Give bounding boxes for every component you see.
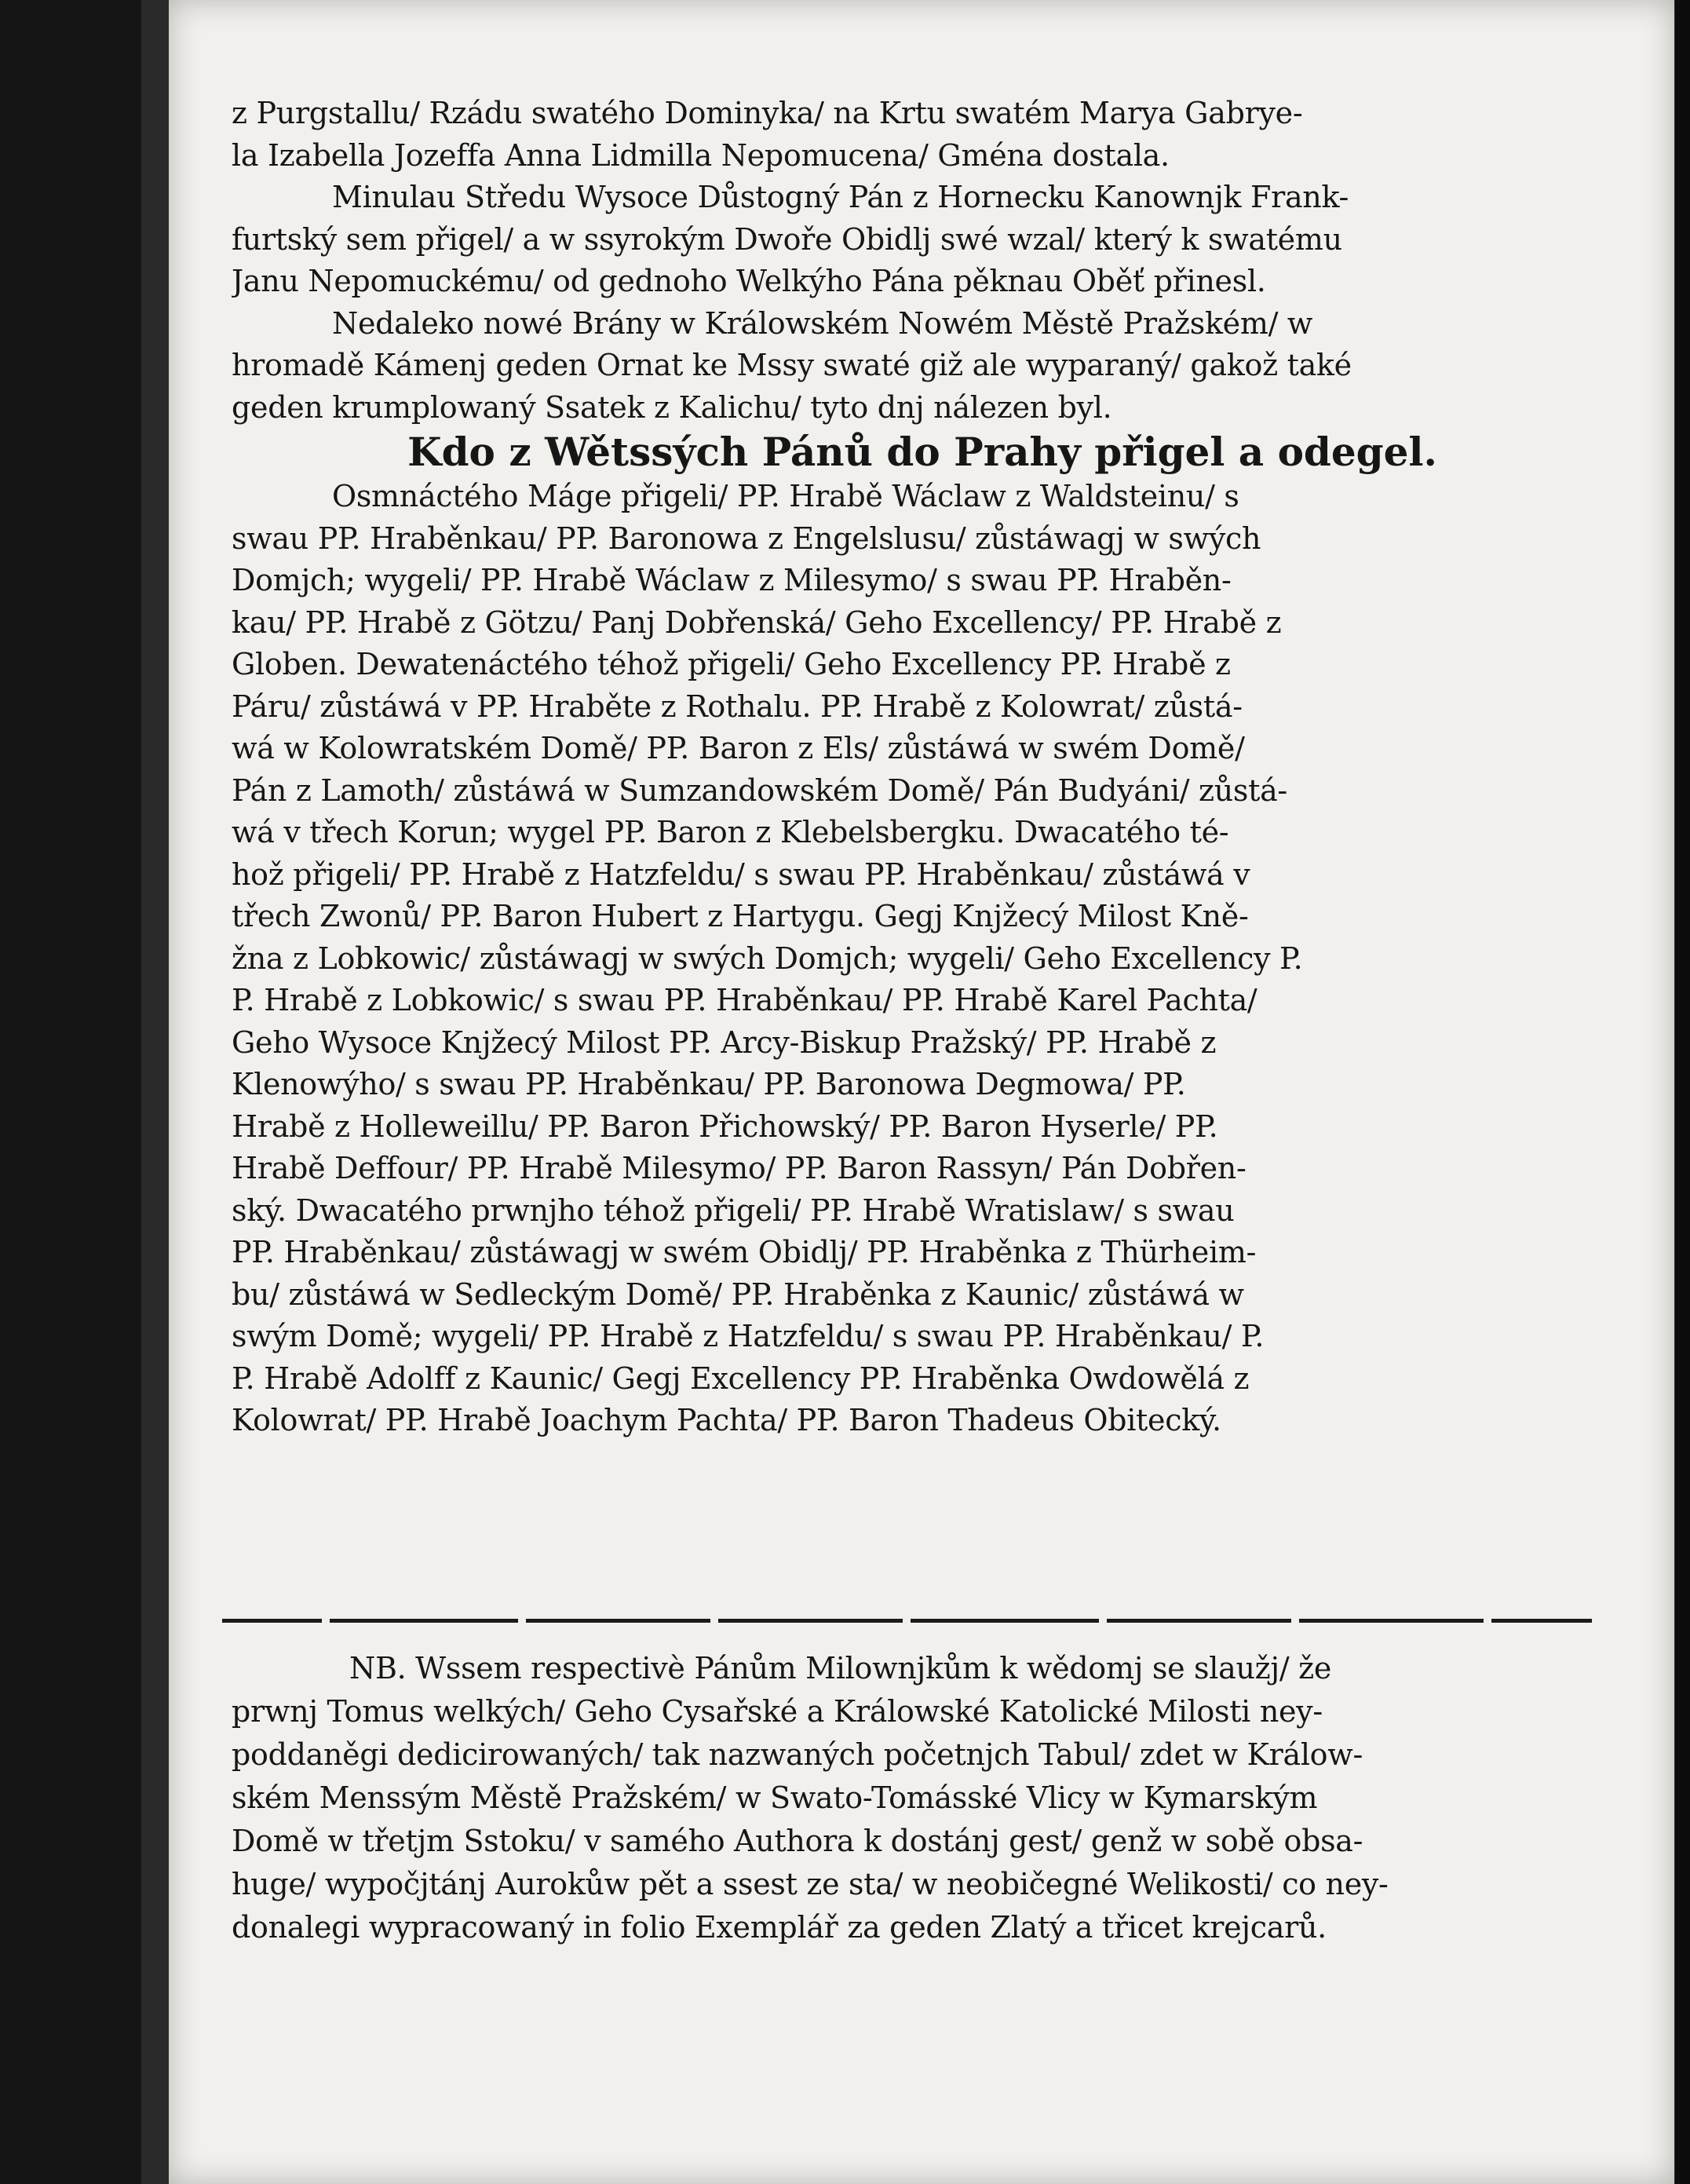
text-line: la Izabella Jozeffa Anna Lidmilla Nepomucena/ Gména dostala. <box>232 137 1170 173</box>
text-line: Domjch; wygeli/ PP. Hrabě Wáclaw z Milesymo/ s swau PP. Hraběn- <box>232 563 1232 597</box>
notice-line: donalegi wypracowaný in folio Exemplář za geden Zlatý a třicet krejcarů. <box>232 1910 1327 1945</box>
text-line: swým Domě; wygeli/ PP. Hrabě z Hatzfeldu/ s swau PP. Hraběnkau/ P. <box>232 1319 1265 1353</box>
text-line: Hrabě Deffour/ PP. Hrabě Milesymo/ PP. Baron Rassyn/ Pán Dobřen- <box>232 1151 1247 1185</box>
rule-break <box>710 1616 718 1623</box>
rule-break <box>903 1616 911 1623</box>
text-line: kau/ PP. Hrabě z Götzu/ Panj Dobřenská/ Geho Excellency/ PP. Hrabě z <box>232 604 1282 640</box>
notice-line: huge/ wypočjtánj Aurokůw pět a ssest ze sta/ w neobičegné Welikosti/ co ney- <box>232 1867 1389 1901</box>
text-line: z Purgstallu/ Rzádu swatého Dominyka/ na Krtu swatém Marya Gabrye- <box>232 96 1303 130</box>
text-line: třech Zwonů/ PP. Baron Hubert z Hartygu. Gegj Knjžecý Milost Kně- <box>232 899 1249 933</box>
text-line: hromadě Kámenj geden Ornat ke Mssy swaté giž ale wyparaný/ gakož také <box>232 348 1352 382</box>
text-line: furtský sem přigel/ a w ssyrokým Dwoře Obidlj swé wzal/ který k swatému <box>232 221 1342 257</box>
section-heading: Kdo z Wětssých Pánů do Prahy přigel a odegel. <box>407 429 1437 475</box>
text-line: bu/ zůstáwá w Sedleckým Domě/ PP. Hraběnka z Kaunic/ zůstáwá w <box>232 1276 1244 1312</box>
rule-break <box>1291 1616 1299 1623</box>
notice-line: ském Menssým Městě Pražském/ w Swato-Tomásské Vlicy w Kymarským <box>232 1780 1318 1815</box>
text-line: Minulau Středu Wysoce Důstogný Pán z Hornecku Kanownjk Frank- <box>332 180 1349 214</box>
notice-line: poddaněgi dedicirowaných/ tak nazwaných početnjch Tabul/ zdet w Králow- <box>232 1737 1363 1772</box>
text-line: Osmnáctého Máge přigeli/ PP. Hrabě Wáclaw z Waldsteinu/ s <box>332 479 1239 513</box>
rule-break <box>518 1616 526 1623</box>
scan-edge <box>1675 0 1690 2184</box>
nota-bene-notice <box>232 1647 1582 1949</box>
text-line: Geho Wysoce Knjžecý Milost PP. Arcy-Biskup Pražský/ PP. Hrabě z <box>232 1024 1217 1060</box>
rule-break <box>322 1616 330 1623</box>
text-line: wá w Kolowratském Domě/ PP. Baron z Els/ zůstáwá w swém Domě/ <box>232 731 1245 765</box>
text-line: geden krumplowaný Ssatek z Kalichu/ tyto dnj nálezen byl. <box>232 389 1112 425</box>
text-line: wá v třech Korun; wygel PP. Baron z Klebelsbergku. Dwacatého té- <box>232 815 1229 849</box>
text-line: ský. Dwacatého prwnjho téhož přigeli/ PP. Hrabě Wratislaw/ s swau <box>232 1192 1235 1228</box>
text-line: P. Hrabě Adolff z Kaunic/ Gegj Excellency PP. Hraběnka Owdowělá z <box>232 1360 1250 1396</box>
text-line: hož přigeli/ PP. Hrabě z Hatzfeldu/ s swau PP. Hraběnkau/ zůstáwá v <box>232 856 1250 892</box>
notice-line: prwnj Tomus welkých/ Geho Cysařské a Králowské Katolické Milosti ney- <box>232 1694 1323 1729</box>
text-line: Kolowrat/ PP. Hrabě Joachym Pachta/ PP. Baron Thadeus Obitecký. <box>232 1403 1221 1437</box>
text-line: Klenowýho/ s swau PP. Hraběnkau/ PP. Baronowa Degmowa/ PP. <box>232 1067 1186 1101</box>
text-line: Nedaleko nowé Brány w Králowském Nowém Městě Pražském/ w <box>332 305 1313 341</box>
text-line: Janu Nepomuckému/ od gednoho Welkýho Pána pěknau Oběť přinesl. <box>232 264 1266 298</box>
notice-line: Domě w třetjm Sstoku/ v samého Authora k dostánj gest/ genž w sobě obsa- <box>232 1824 1363 1858</box>
text-line: Pán z Lamoth/ zůstáwá w Sumzandowském Domě/ Pán Budyáni/ zůstá- <box>232 772 1287 808</box>
notice-line: NB. Wssem respectivè Pánům Milownjkům k wědomj se slaužj/ že <box>349 1651 1332 1685</box>
text-line: žna z Lobkowic/ zůstáwagj w swých Domjch; wygeli/ Geho Excellency P. <box>232 940 1303 976</box>
main-text <box>232 93 1566 1442</box>
text-line: swau PP. Hraběnkau/ PP. Baronowa z Engelslusu/ zůstáwagj w swých <box>232 520 1261 556</box>
rule-break <box>1484 1616 1491 1623</box>
text-line: PP. Hraběnkau/ zůstáwagj w swém Obidlj/ PP. Hraběnka z Thürheim- <box>232 1235 1257 1269</box>
rule-break <box>1099 1616 1107 1623</box>
text-line: Hrabě z Holleweillu/ PP. Baron Přichowský/ PP. Baron Hyserle/ PP. <box>232 1108 1218 1144</box>
text-line: P. Hrabě z Lobkowic/ s swau PP. Hraběnkau/ PP. Hrabě Karel Pachta/ <box>232 983 1257 1017</box>
text-line: Globen. Dewatenáctého téhož přigeli/ Geho Excellency PP. Hrabě z <box>232 647 1231 681</box>
text-line: Páru/ zůstáwá v PP. Hraběte z Rothalu. PP. Hrabě z Kolowrat/ zůstá- <box>232 688 1243 724</box>
